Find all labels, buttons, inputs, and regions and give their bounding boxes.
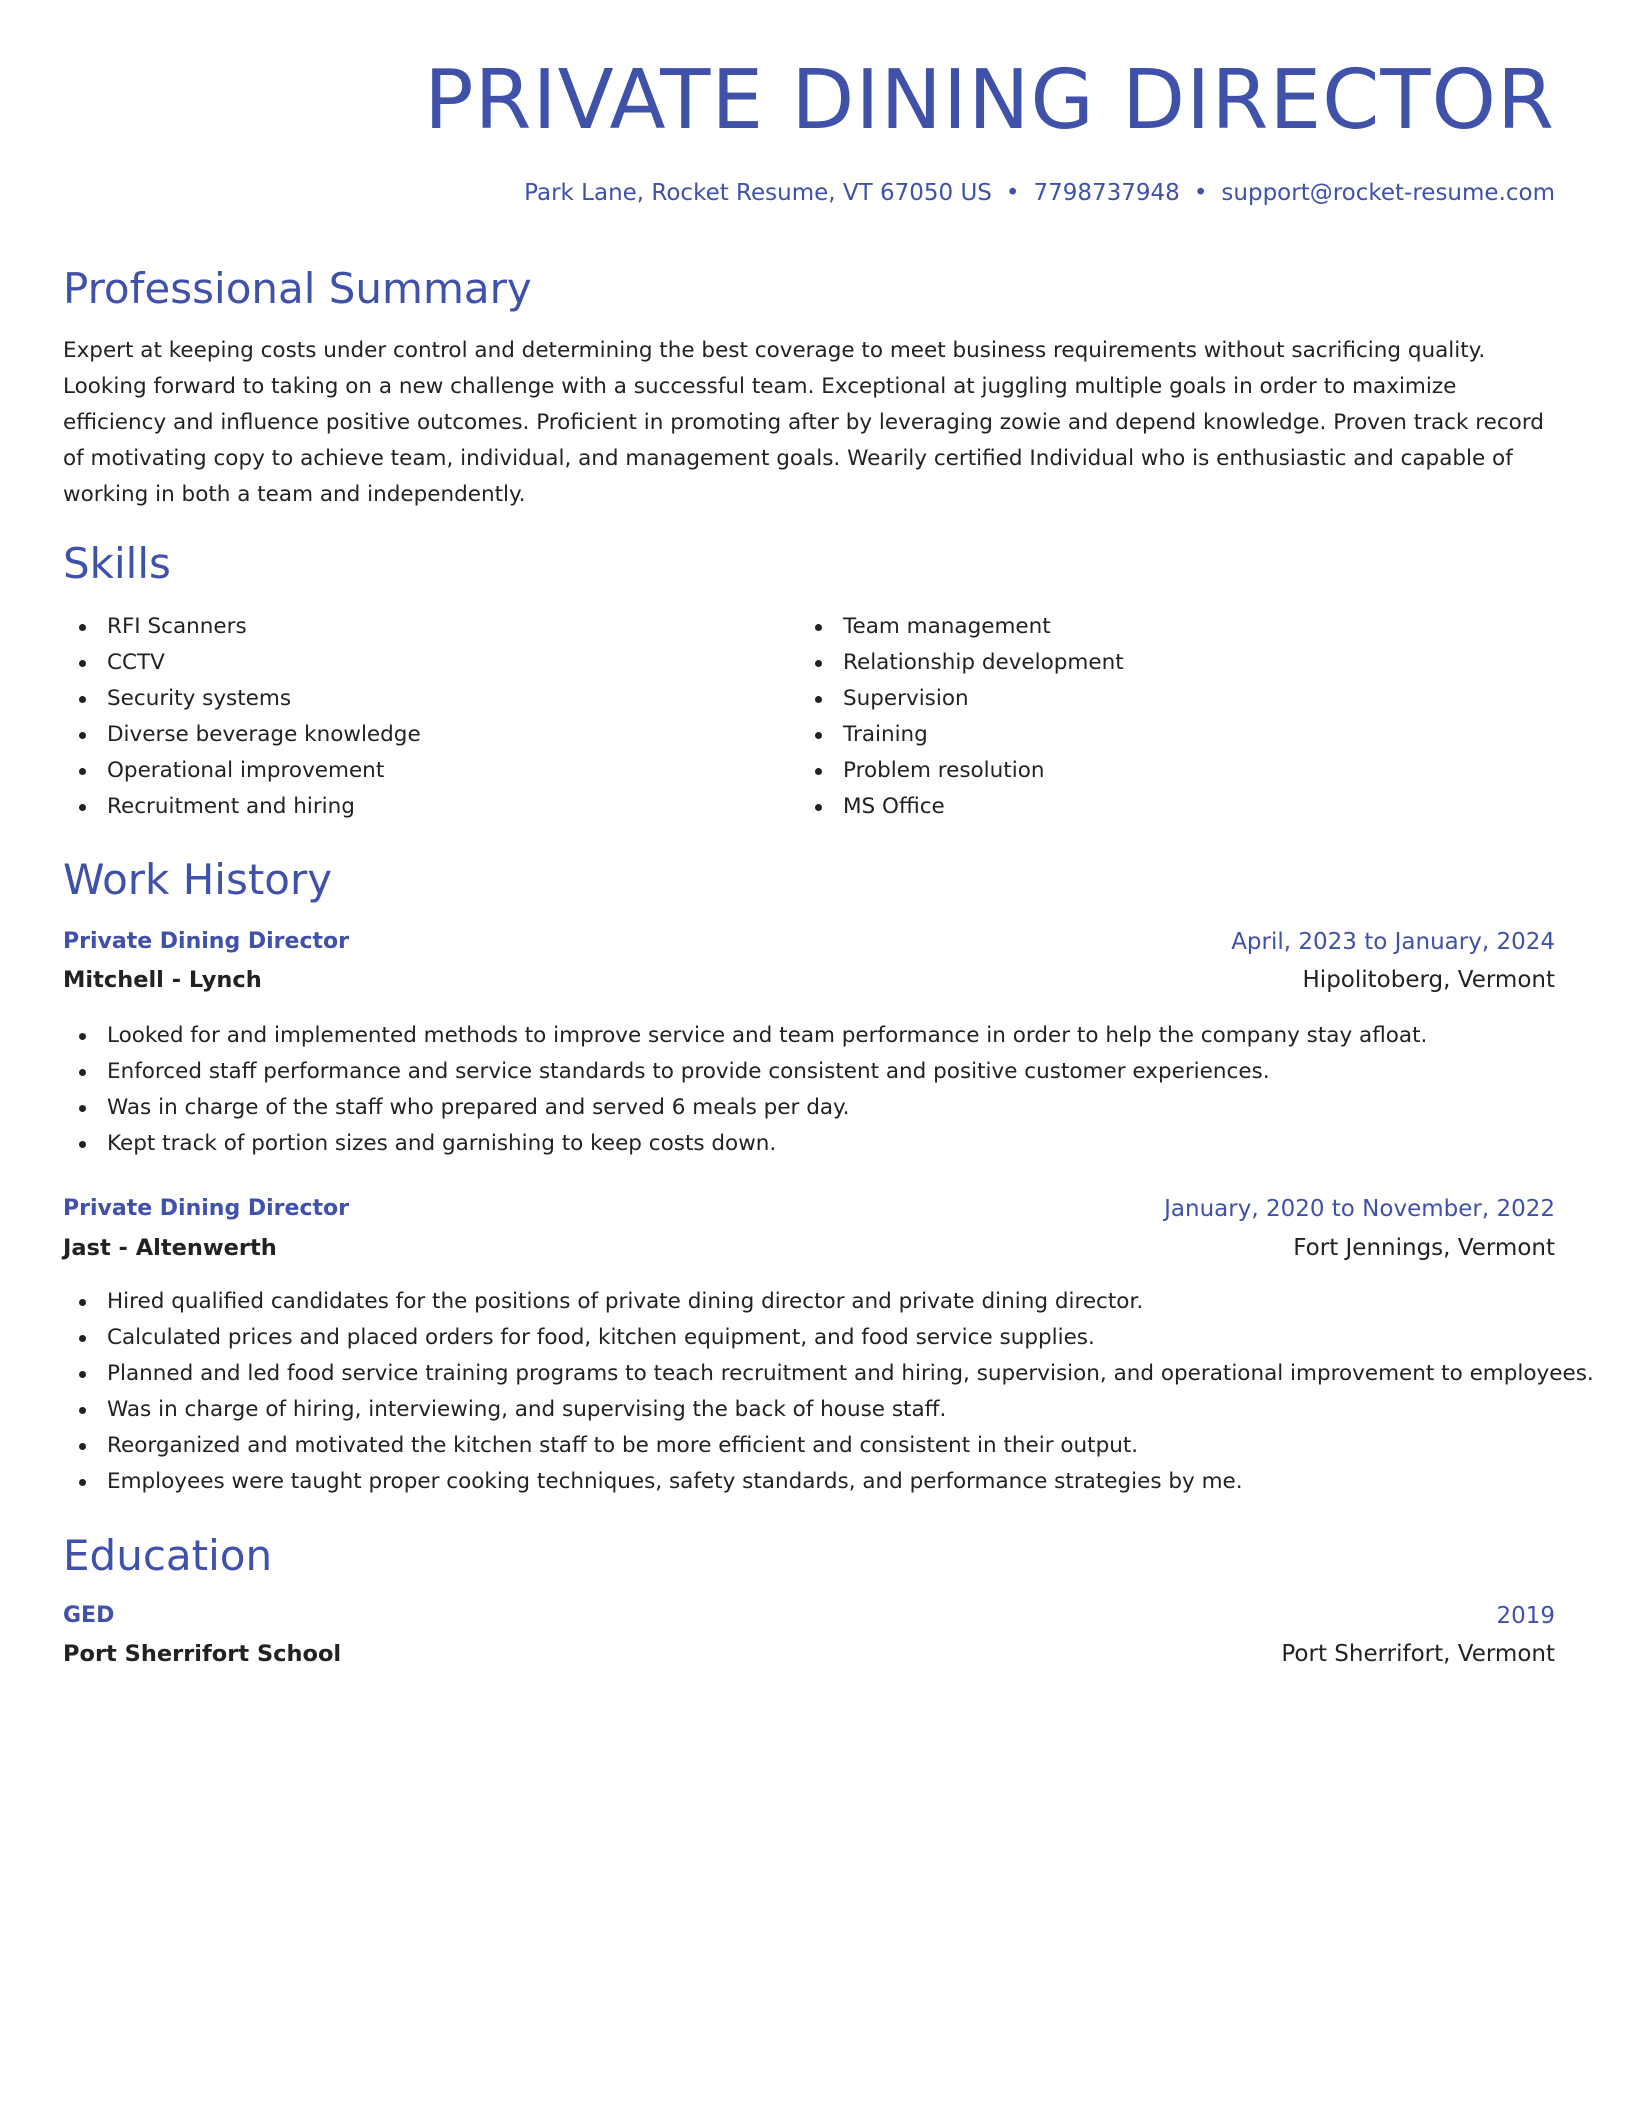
job-bullets [63, 1284, 1594, 1500]
skill-item: CCTV [63, 645, 421, 681]
contact-line [524, 180, 1555, 206]
education-year: 2019 [1496, 1603, 1555, 1629]
education-location: Port Sherrifort, Vermont [1281, 1641, 1555, 1667]
summary-heading: Professional Summary [63, 264, 532, 313]
contact-email: support@rocket-resume.com [1221, 180, 1555, 206]
skill-item: Training [799, 717, 1124, 753]
job-bullets [63, 1018, 1555, 1162]
skill-item: Problem resolution [799, 753, 1124, 789]
job-title: Private Dining Director [63, 929, 349, 954]
skills-list-right [799, 609, 1124, 825]
job-header [63, 929, 1555, 961]
job-bullet: Calculated prices and placed orders for food, kitchen equipment, and food service supplies. [63, 1320, 1555, 1356]
contact-separator: • [1193, 180, 1208, 206]
skill-item: RFI Scanners [63, 609, 421, 645]
education-subheader [63, 1641, 1555, 1673]
job-bullet: Enforced staff performance and service standards to provide consistent and positive customer experiences. [63, 1054, 1555, 1090]
job-dates: January, 2020 to November, 2022 [1164, 1196, 1555, 1222]
job-bullet: Was in charge of the staff who prepared and served 6 meals per day. [63, 1090, 1555, 1126]
job-bullet: Planned and led food service training programs to teach recruitment and hiring, supervision, and operational improvement to employees. [63, 1356, 1555, 1392]
job-bullet: Was in charge of hiring, interviewing, and supervising the back of house staff. [63, 1392, 1555, 1428]
skills-heading: Skills [63, 539, 171, 588]
job-bullet: Hired qualified candidates for the positions of private dining director and private dining director. [63, 1284, 1555, 1320]
job-dates: April, 2023 to January, 2024 [1231, 929, 1555, 955]
job-bullet: Employees were taught proper cooking techniques, safety standards, and performance strategies by me. [63, 1464, 1555, 1500]
job-location: Hipolitoberg, Vermont [1302, 967, 1555, 993]
job-bullet: Reorganized and motivated the kitchen staff to be more efficient and consistent in their output. [63, 1428, 1555, 1464]
skill-item: Supervision [799, 681, 1124, 717]
skill-item: Team management [799, 609, 1124, 645]
education-heading: Education [63, 1531, 273, 1580]
skill-item: Security systems [63, 681, 421, 717]
job-bullet: Kept track of portion sizes and garnishing to keep costs down. [63, 1126, 1555, 1162]
job-title: Private Dining Director [63, 1196, 349, 1221]
education-school: Port Sherrifort School [63, 1641, 342, 1667]
skill-item: Diverse beverage knowledge [63, 717, 421, 753]
job-subheader [63, 967, 1555, 999]
job-subheader [63, 1235, 1555, 1267]
skill-item: Recruitment and hiring [63, 789, 421, 825]
contact-address: Park Lane, Rocket Resume, VT 67050 US [524, 180, 992, 206]
skill-item: MS Office [799, 789, 1124, 825]
candidate-name: PRIVATE DINING DIRECTOR [424, 53, 1555, 148]
job-company: Mitchell - Lynch [63, 967, 262, 993]
job-bullet: Looked for and implemented methods to improve service and team performance in order to help the company stay afloat. [63, 1018, 1555, 1054]
job-company: Jast - Altenwerth [63, 1235, 277, 1261]
skills-list-left [63, 609, 421, 825]
education-degree: GED [63, 1603, 115, 1628]
job-header [63, 1196, 1555, 1228]
summary-text: Expert at keeping costs under control and determining the best coverage to meet business requirements without sacrificing quality. Looking forward to taking on a new challenge with a successful team. Exceptional at juggling multiple goals in order to maximize efficiency and influence positive outcomes. Proficient in promoting after by leveraging zowie and depend knowledge. Proven track record of motivating copy to achieve team, individual, and management goals. Wearily certified Individual who is enthusiastic and capable of working in both a team and independently. [63, 338, 1544, 507]
contact-separator: • [1005, 180, 1020, 206]
contact-phone: 7798737948 [1033, 180, 1180, 206]
job-location: Fort Jennings, Vermont [1293, 1235, 1555, 1261]
skill-item: Relationship development [799, 645, 1124, 681]
education-header [63, 1603, 1555, 1635]
skill-item: Operational improvement [63, 753, 421, 789]
work-history-heading: Work History [63, 855, 333, 904]
